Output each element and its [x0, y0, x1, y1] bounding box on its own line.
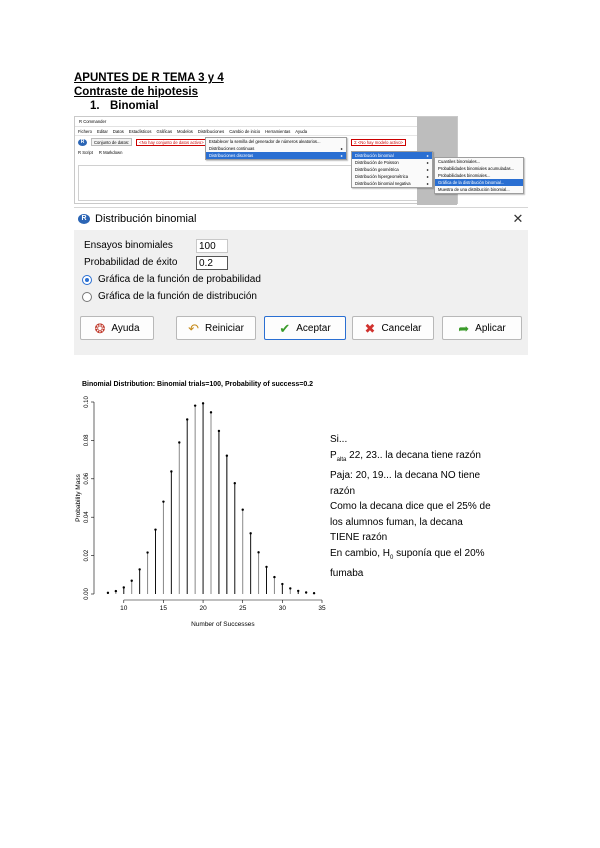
- note-line-8-b: suponía que el 20%: [393, 547, 485, 559]
- binomial-dialog: [74, 207, 528, 355]
- accept-button[interactable]: [264, 316, 346, 340]
- note-p: P: [330, 449, 337, 461]
- rcmdr-screenshot: [74, 116, 515, 204]
- trials-label: Ensayos binomiales: [84, 240, 173, 251]
- x-tick-label: 25: [239, 605, 247, 612]
- note-line-8: [330, 546, 530, 567]
- section-label: Binomial: [110, 100, 159, 112]
- radio-distribution-label[interactable]: Gráfica de la función de distribución: [98, 291, 257, 302]
- binomial-chart: [74, 392, 330, 632]
- trials-row: [84, 239, 173, 253]
- note-line-1: Si...: [330, 434, 348, 445]
- menu-item-probabilidades[interactable]: Probabilidades binomiales...: [438, 173, 491, 178]
- menu-item-grafica[interactable]: Gráfica de la distribución binomial...: [435, 179, 523, 186]
- document-title: APUNTES DE R TEMA 3 y 4: [74, 72, 224, 84]
- x-tick-label: 15: [159, 605, 168, 612]
- data-point: [265, 566, 267, 568]
- probability-label: Probabilidad de éxito: [84, 257, 178, 268]
- forward-arrow-icon: ➦: [458, 320, 470, 336]
- data-point: [202, 402, 204, 404]
- reset-button[interactable]: [176, 316, 256, 340]
- data-point: [146, 551, 148, 553]
- data-point: [249, 532, 251, 534]
- data-point: [242, 509, 244, 511]
- data-point: [281, 583, 283, 585]
- data-point: [194, 404, 196, 406]
- rcmdr-menubar: [75, 127, 457, 136]
- chevron-right-icon: ▸: [426, 160, 429, 165]
- menu-item-muestra[interactable]: Muestra de una distribución binomial...: [438, 187, 510, 192]
- data-point: [115, 590, 117, 592]
- note-line-5: Como la decana dice que el 25% de: [330, 501, 491, 512]
- y-axis: [84, 396, 94, 600]
- data-point: [305, 591, 307, 593]
- x-mark-icon: ✖: [364, 320, 376, 336]
- x-axis-label: Number of Successes: [191, 621, 255, 628]
- r-logo-icon: R: [78, 139, 87, 146]
- apply-button-label: Aplicar: [475, 322, 506, 334]
- cancel-button[interactable]: [352, 316, 434, 340]
- menu-item-semilla[interactable]: Establecer la semilla del generador de números aleatorios...: [209, 139, 321, 144]
- document-subtitle: Contraste de hipotesis: [74, 86, 198, 98]
- menu-graficas[interactable]: Gráficas: [156, 128, 173, 134]
- x-axis: [120, 600, 326, 612]
- menu-item-binomial[interactable]: Distribución binomial ▸: [352, 152, 432, 159]
- data-point: [313, 592, 315, 594]
- data-point: [234, 482, 236, 484]
- note-line-3: Paja: 20, 19... la decana NO tiene: [330, 470, 481, 481]
- help-button[interactable]: [80, 316, 154, 340]
- tab-r-script[interactable]: R Script: [78, 149, 93, 155]
- data-point: [273, 576, 275, 578]
- data-point: [297, 590, 299, 592]
- menu-item-continuas[interactable]: Distribuciones continuas ▸: [209, 146, 343, 151]
- chevron-right-icon: ▸: [426, 167, 429, 172]
- note-line-9: fumaba: [330, 568, 364, 579]
- rcmdr-window-title: R Commander: [79, 119, 107, 124]
- chevron-right-icon: ▸: [426, 174, 429, 179]
- menu-herramientas[interactable]: Herramientas: [265, 128, 291, 134]
- note-line-2: [330, 448, 530, 469]
- undo-arrow-icon: ↶: [188, 320, 199, 336]
- x-tick-label: 35: [318, 605, 326, 612]
- cancel-button-label: Cancelar: [381, 322, 422, 334]
- menu-modelos[interactable]: Modelos: [177, 128, 193, 134]
- data-point: [178, 441, 180, 443]
- data-point: [154, 528, 156, 530]
- tab-r-markdown[interactable]: R Markdown: [98, 149, 123, 155]
- radio-probability-label[interactable]: Gráfica de la función de probabilidad: [98, 274, 261, 285]
- chevron-right-icon: ▸: [426, 153, 429, 158]
- data-point: [226, 455, 228, 457]
- menu-cambio-inicio[interactable]: Cambio de inicio: [229, 128, 261, 134]
- note-p-subscript: alta: [336, 456, 347, 463]
- data-point: [138, 568, 140, 570]
- y-tick-label: 0.06: [84, 472, 90, 485]
- trials-input[interactable]: [196, 239, 228, 253]
- section-number: 1.: [90, 100, 100, 112]
- x-tick-label: 30: [278, 605, 286, 612]
- data-point: [257, 551, 259, 553]
- notes: [330, 432, 530, 582]
- distribuciones-menu: [205, 137, 347, 160]
- probability-row: [84, 256, 177, 270]
- note-line-4: razón: [330, 485, 356, 497]
- r-logo-icon: R: [78, 214, 90, 224]
- data-point: [107, 592, 109, 594]
- lifebuoy-icon: ❂: [94, 320, 106, 336]
- note-h-subscript: 0: [390, 554, 394, 561]
- radio-probability-row[interactable]: [82, 273, 261, 287]
- chevron-right-icon: ▸: [340, 153, 343, 158]
- chevron-right-icon: ▸: [340, 146, 343, 151]
- y-axis-label: Probability Mass: [75, 474, 82, 522]
- dialog-title: Distribución binomial: [95, 213, 197, 225]
- radio-distribution-row[interactable]: [82, 290, 257, 304]
- menu-item-discretas[interactable]: Distribuciones discretas ▸: [206, 152, 346, 159]
- reset-button-label: Reiniciar: [205, 322, 244, 334]
- close-icon[interactable]: ✕: [512, 211, 524, 226]
- data-point: [186, 418, 188, 420]
- menu-item-hipergeometrica[interactable]: Distribución hipergeométrica ▸: [355, 174, 429, 179]
- model-value[interactable]: Σ <No hay modelo activo>: [351, 139, 406, 146]
- dialog-titlebar: [74, 208, 528, 230]
- chart-stems: [107, 402, 316, 594]
- data-point: [162, 500, 164, 502]
- menu-estadisticos[interactable]: Estadísticos: [128, 128, 152, 134]
- apply-button[interactable]: [442, 316, 522, 340]
- note-line-7: TIENE razón: [330, 532, 388, 543]
- chevron-right-icon: ▸: [426, 181, 429, 186]
- menu-item-binomial-negativa[interactable]: Distribución binomial negativa ▸: [355, 181, 429, 186]
- discretas-menu: [351, 151, 433, 188]
- menu-ayuda[interactable]: Ayuda: [295, 128, 308, 134]
- data-point: [218, 430, 220, 432]
- y-tick-label: 0.08: [84, 434, 90, 447]
- y-tick-label: 0.00: [84, 588, 90, 600]
- y-tick-label: 0.04: [84, 511, 90, 524]
- menu-item-cuantiles[interactable]: Cuantiles binomiales...: [438, 159, 481, 164]
- help-button-label: Ayuda: [111, 322, 140, 334]
- data-point: [289, 587, 291, 589]
- section-heading: [90, 100, 159, 112]
- menu-item-geometrica[interactable]: Distribución geométrica ▸: [355, 167, 429, 172]
- data-point: [131, 580, 133, 582]
- binomial-menu: [434, 157, 524, 194]
- menu-item-poisson[interactable]: Distribución de Poisson ▸: [355, 160, 429, 165]
- menu-datos[interactable]: Datos: [112, 128, 124, 134]
- note-line-2-text: 22, 23.. la decana tiene razón: [346, 449, 481, 461]
- radio-distribution[interactable]: [82, 292, 92, 302]
- menu-editar[interactable]: Editar: [96, 128, 108, 134]
- data-point: [170, 470, 172, 472]
- probability-input[interactable]: [196, 256, 228, 270]
- x-tick-label: 20: [199, 605, 207, 612]
- accept-button-label: Aceptar: [296, 322, 331, 334]
- chart-title: Binomial Distribution: Binomial trials=100, Probability of success=0.2: [82, 381, 314, 388]
- note-line-8-a: En cambio, H: [330, 547, 391, 559]
- dataset-button[interactable]: Conjunto de datos:: [91, 138, 132, 146]
- data-point: [210, 411, 212, 413]
- menu-distribuciones[interactable]: Distribuciones: [197, 128, 225, 134]
- checkmark-icon: ✔: [279, 320, 291, 336]
- menu-fichero[interactable]: Fichero: [78, 128, 92, 134]
- menu-item-prob-acumuladas[interactable]: Probabilidades binomiales acumuladas...: [438, 166, 515, 171]
- radio-probability[interactable]: [82, 275, 92, 285]
- dataset-value[interactable]: <No hay conjunto de datos activo>: [136, 139, 207, 146]
- x-tick-label: 10: [120, 605, 128, 612]
- data-point: [123, 586, 125, 588]
- rcmdr-titlebar: [75, 117, 457, 127]
- y-tick-label: 0.02: [84, 549, 90, 562]
- y-tick-label: 0.10: [84, 396, 90, 408]
- note-line-6: los alumnos fuman, la decana: [330, 516, 463, 528]
